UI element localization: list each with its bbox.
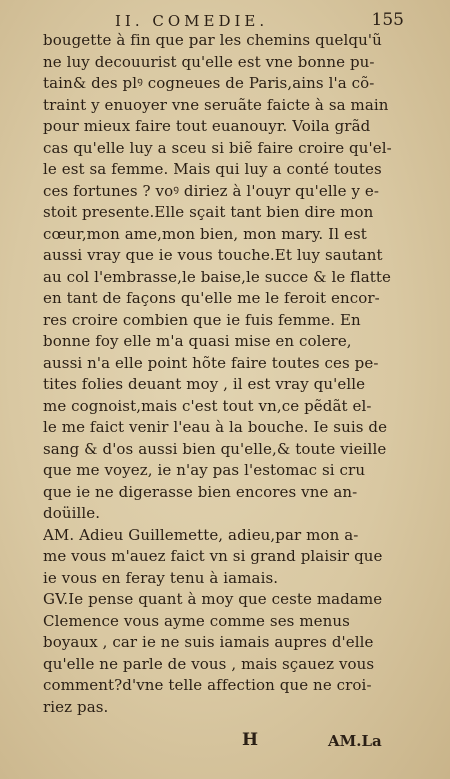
text-line: que ie ne digerasse bien encores vne an- [43, 482, 358, 501]
text-line: doüille. [43, 504, 101, 522]
text-line: cas qu'elle luy a sceu si biẽ faire croire qu'el- [43, 138, 392, 157]
text-line: ces fortunes ? voꝰ diriez à l'ouyr qu'elle y e- [43, 181, 380, 200]
text-line: aussi vray que ie vous touche.Et luy sautant [43, 246, 383, 264]
text-line: que me voyez, ie n'ay pas l'estomac si cru [43, 461, 366, 479]
text-line: ne luy decouurist qu'elle est vne bonne pu- [43, 52, 375, 71]
text-line: bougette à fin que par les chemins quelqu'ũ [43, 31, 382, 49]
catchword: AM.La [328, 732, 382, 750]
text-line: qu'elle ne parle de vous , mais sçauez vous [43, 654, 375, 673]
text-line: cœur,mon ame,mon bien, mon mary. Il est [43, 224, 367, 243]
text-line: comment?d'vne telle affection que ne croi- [43, 676, 372, 694]
text-line: en tant de façons qu'elle me le feroit encor- [43, 289, 380, 307]
signature-mark: H [242, 730, 259, 750]
text-line: me vous m'auez faict vn si grand plaisir que [43, 547, 383, 565]
text-line: ie vous en feray tenu à iamais. [43, 568, 279, 587]
text-line: stoit presente.Elle sçait tant bien dire mon [43, 203, 374, 221]
text-line: Clemence vous ayme comme ses menus [43, 611, 350, 630]
text-line: le est sa femme. Mais qui luy a conté toutes [43, 160, 382, 178]
text-line: boyaux , car ie ne suis iamais aupres d'elle [43, 633, 374, 651]
text-line: riez pas. [43, 697, 109, 716]
text-line: tites folies deuant moy , il est vray qu'elle [43, 375, 366, 393]
speech-line: GV.Ie pense quant à moy que ceste madame [43, 590, 383, 608]
page-number: 155 [371, 10, 404, 30]
body-text [43, 30, 403, 718]
text-line: le me faict venir l'eau à la bouche. Ie suis de [43, 418, 388, 436]
text-line: aussi n'a elle point hõte faire toutes ces pe- [43, 353, 379, 372]
text-line: bonne foy elle m'a quasi mise en colere, [43, 332, 352, 350]
speech-line: AM. Adieu Guillemette, adieu,par mon a- [43, 525, 359, 544]
page-footer [0, 730, 450, 760]
text-line: traint y enuoyer vne seruãte faicte à sa main [43, 95, 389, 114]
text-line: me cognoist,mais c'est tout vn,ce pẽdãt el- [43, 396, 372, 415]
text-line: sang & d'os aussi bien qu'elle,& toute vieille [43, 439, 387, 458]
text-line: au col l'embrasse,le baise,le succe & le flatte [43, 267, 392, 286]
running-title: II. COMEDIE. [115, 12, 269, 30]
text-line: res croire combien que ie fuis femme. En [43, 310, 361, 329]
text-line: pour mieux faire tout euanouyr. Voila grãd [43, 117, 371, 135]
text-line: tain& des plꝰ cogneues de Paris,ains l'a cõ- [43, 74, 375, 92]
